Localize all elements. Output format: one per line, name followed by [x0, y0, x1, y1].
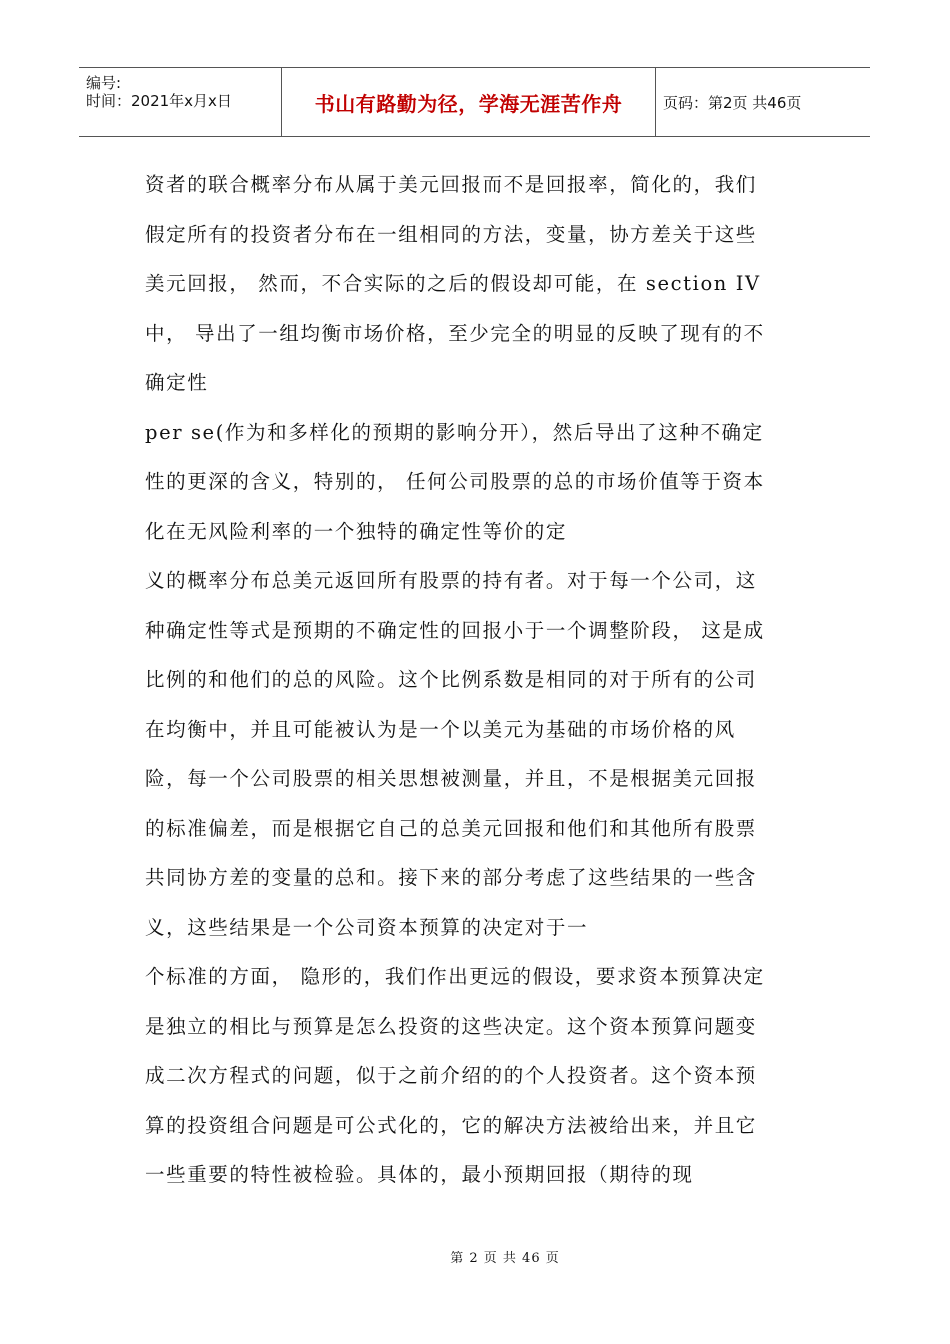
body-text-line: 在均衡中，并且可能被认为是一个以美元为基础的市场价格的风: [145, 717, 736, 741]
document-date: 时间：2021年x月x日: [86, 92, 232, 110]
body-text-line: 成二次方程式的问题，似于之前介绍的的个人投资者。这个资本预: [145, 1064, 757, 1087]
body-text-line: 义的概率分布总美元返回所有股票的持有者。对于每一个公司，这: [145, 569, 757, 592]
body-text-line: 确定性: [145, 371, 209, 394]
body-text-line: 一些重要的特性被检验。具体的，最小预期回报（期待的现: [145, 1163, 694, 1186]
body-text-line: 中， 导出了一组均衡市场价格，至少完全的明显的反映了现有的不: [145, 321, 765, 345]
body-text-line: 化在无风险利率的一个独特的确定性等价的定: [145, 519, 568, 543]
page-header: [79, 67, 870, 137]
page-footer: 第 2 页 共 46 页: [450, 1251, 560, 1266]
body-text-line: 美元回报， 然而，不合实际的之后的假设却可能，在 section IV: [145, 272, 761, 295]
body-text-line: 的标准偏差，而是根据它自己的总美元回报和他们和其他所有股票: [145, 816, 757, 840]
body-text-line: 个标准的方面， 隐形的，我们作出更远的假设，要求资本预算决定: [145, 965, 765, 988]
header-page-info: 页码：第2页 共46页: [663, 93, 802, 112]
body-text-line: 算的投资组合问题是可公式化的，它的解决方法被给出来，并且它: [145, 1113, 757, 1137]
body-text-line: 险，每一个公司股票的相关思想被测量，并且，不是根据美元回报: [145, 767, 757, 790]
header-page-info-cell: [656, 68, 870, 136]
body-text-line: per se(作为和多样化的预期的影响分开），然后导出了这种不确定: [145, 420, 764, 444]
body-text-line: 比例的和他们的总的风险。这个比例系数是相同的对于所有的公司: [145, 668, 757, 691]
header-motto: 书山有路勤为径，学海无涯苦作舟: [314, 91, 623, 116]
header-motto-cell: [282, 68, 656, 136]
body-text-line: 假定所有的投资者分布在一组相同的方法，变量，协方差关于这些: [145, 222, 757, 246]
document-body: [145, 160, 817, 1200]
header-meta: [79, 68, 282, 136]
body-text-line: 性的更深的含义，特别的， 任何公司股票的总的市场价值等于资本: [145, 470, 765, 493]
body-text-line: 种确定性等式是预期的不确定性的回报小于一个调整阶段， 这是成: [145, 618, 765, 642]
document-number-label: 编号:: [86, 74, 122, 92]
body-text-line: 资者的联合概率分布从属于美元回报而不是回报率，简化的，我们: [145, 173, 757, 196]
body-text-line: 共同协方差的变量的总和。接下来的部分考虑了这些结果的一些含: [145, 866, 757, 889]
body-text-line: 义，这些结果是一个公司资本预算的决定对于一: [145, 915, 589, 939]
body-text-line: 是独立的相比与预算是怎么投资的这些决定。这个资本预算问题变: [145, 1014, 757, 1038]
